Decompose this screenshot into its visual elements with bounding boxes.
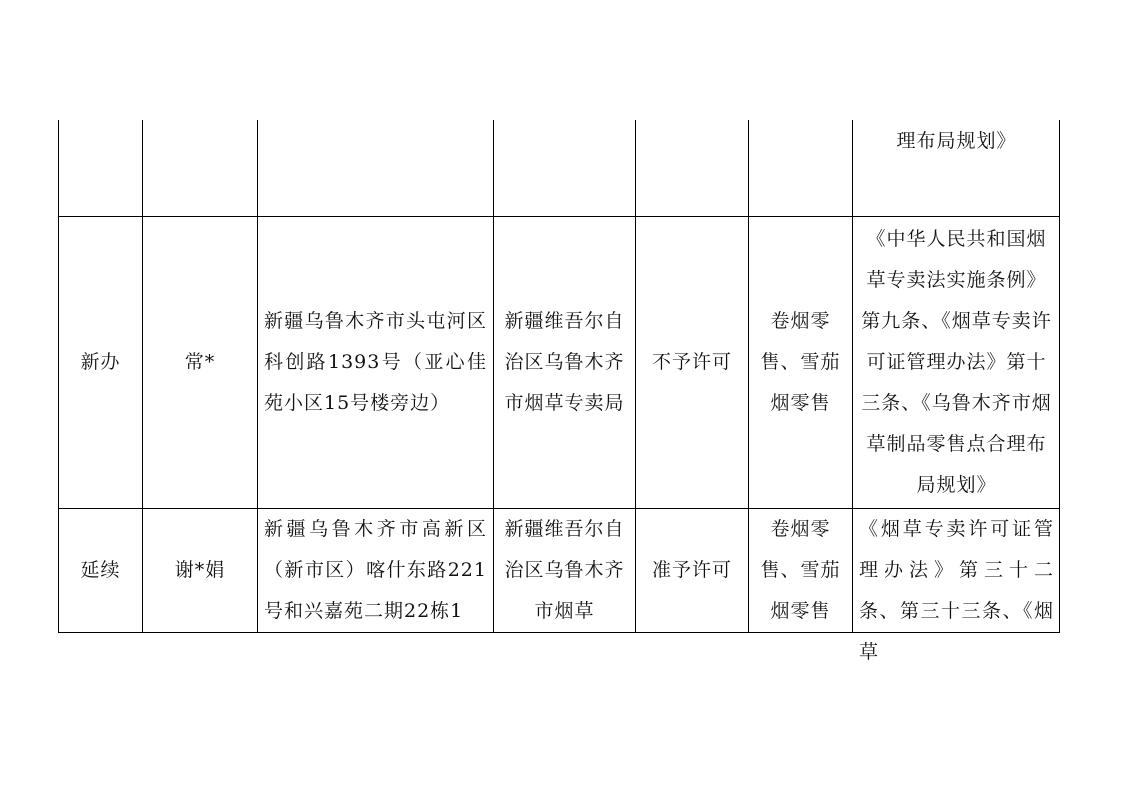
- cell-text: 理布局规划》: [896, 129, 1017, 152]
- cell-text: 延续: [80, 559, 121, 581]
- table-cell-name: [143, 217, 257, 508]
- table-cell-scope: [749, 217, 852, 508]
- cell-text: 卷烟零售、雪茄烟零售: [760, 310, 841, 414]
- cell-text: 新疆维吾尔自治区乌鲁木齐市烟草: [504, 518, 625, 622]
- cell-text: 《烟草专卖许可证管理办法》第三十二条、第三十三条、《烟草: [859, 518, 1054, 663]
- table-cell-authority: [494, 217, 635, 508]
- table-cell-basis: [853, 217, 1060, 508]
- cell-text: 准予许可: [651, 559, 732, 581]
- cell-text: 《中华人民共和国烟草专卖法实施条例》第九条、《烟草专卖许可证管理办法》第十三条、《乌鲁木齐市烟草制品零售点合理布局规划》: [861, 228, 1052, 496]
- table-cell-type: [59, 509, 142, 632]
- table-cell-basis: [853, 509, 1060, 663]
- table-cell-address: [258, 217, 493, 508]
- cell-text: 新疆乌鲁木齐市头屯河区科创路1393号（亚心佳苑小区15号楼旁边）: [264, 310, 487, 414]
- table-cell-type: [59, 217, 142, 508]
- license-table: [58, 120, 1060, 663]
- cell-text: 常*: [184, 351, 216, 373]
- table-cell-basis: [853, 120, 1060, 162]
- table-cell-result: [636, 217, 748, 508]
- cell-text: 新疆维吾尔自治区乌鲁木齐市烟草专卖局: [504, 310, 625, 414]
- cell-text: 谢*娟: [174, 559, 226, 581]
- table-cell-scope: [749, 509, 852, 632]
- cell-text: 卷烟零售、雪茄烟零售: [760, 518, 841, 622]
- table-cell-authority: [494, 509, 635, 632]
- table-cell-address: [258, 509, 493, 632]
- cell-text: 新办: [80, 351, 121, 373]
- cell-text: 新疆乌鲁木齐市高新区（新市区）喀什东路221号和兴嘉苑二期22栋1: [264, 518, 487, 622]
- cell-text: 不予许可: [651, 351, 732, 373]
- table-cell-name: [143, 509, 257, 632]
- table-cell-result: [636, 509, 748, 632]
